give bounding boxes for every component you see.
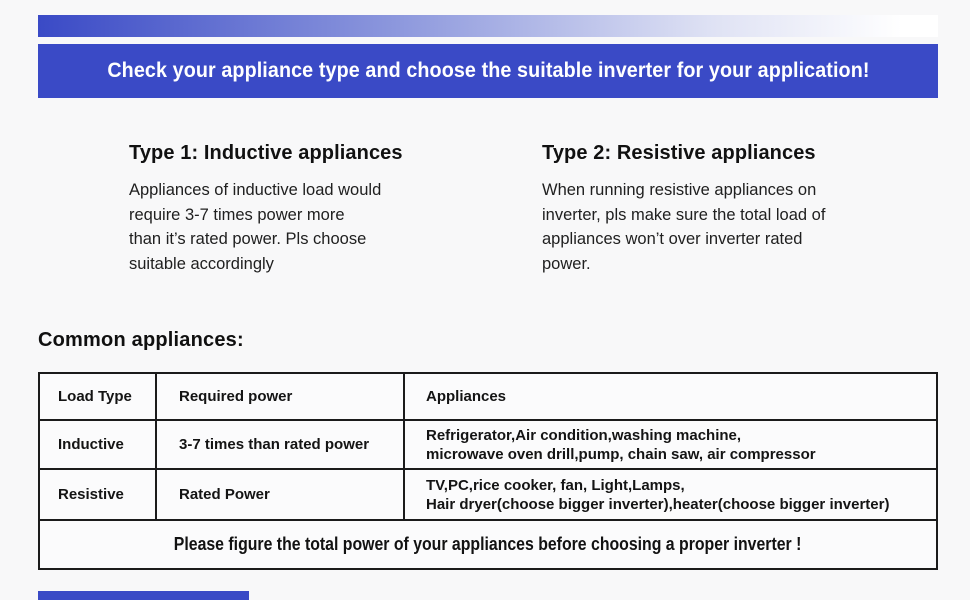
appliances-line: microwave oven drill,pump, chain saw, air compressor (426, 445, 816, 463)
table-header-row (40, 374, 936, 421)
type2-body-line: power. (542, 254, 591, 273)
appliances-table (38, 372, 938, 570)
type1-body-line: require 3-7 times power more (129, 205, 345, 224)
top-gradient-accent-bar (38, 15, 938, 37)
type1-heading: Type 1: Inductive appliances (129, 142, 403, 164)
cell-appliances (405, 470, 936, 519)
cell-load-type: Resistive (40, 470, 157, 519)
table-footer-row (40, 521, 936, 568)
type1-body-line: suitable accordingly (129, 254, 274, 273)
cell-required-power: Rated Power (157, 470, 405, 519)
common-appliances-heading: Common appliances: (38, 329, 244, 351)
header-appliances: Appliances (426, 388, 507, 405)
cell-required-power: 3-7 times than rated power (157, 421, 405, 468)
type2-section (542, 142, 902, 276)
table-row-inductive (40, 421, 936, 470)
table-row-resistive (40, 470, 936, 521)
header-load-type: Load Type (40, 374, 157, 419)
footer-note: Please figure the total power of your appliances before choosing a proper inverter ! (174, 534, 802, 554)
type2-body (542, 178, 902, 276)
appliances-line: Hair dryer(choose bigger inverter),heater(choose bigger inverter) (426, 495, 890, 513)
appliances-line: Refrigerator,Air condition,washing machine, (426, 426, 742, 444)
cell-load-type: Inductive (40, 421, 157, 468)
type1-body-line: Appliances of inductive load would (129, 181, 382, 199)
type2-heading: Type 2: Resistive appliances (542, 142, 816, 164)
type1-body-line: than it’s rated power. Pls choose (129, 230, 367, 248)
bottom-accent-bar (38, 591, 249, 600)
type2-body-line: When running resistive appliances on (542, 181, 817, 199)
type2-body-line: inverter, pls make sure the total load of (542, 205, 826, 224)
type1-section (129, 142, 489, 276)
header-required-power: Required power (157, 374, 405, 419)
banner-text: Check your appliance type and choose the suitable inverter for your application! (106, 59, 870, 82)
type2-body-line: appliances won’t over inverter rated (542, 230, 803, 248)
banner (38, 44, 938, 98)
cell-appliances (405, 421, 936, 468)
type1-body (129, 178, 489, 276)
appliances-line: TV,PC,rice cooker, fan, Light,Lamps, (426, 476, 685, 494)
